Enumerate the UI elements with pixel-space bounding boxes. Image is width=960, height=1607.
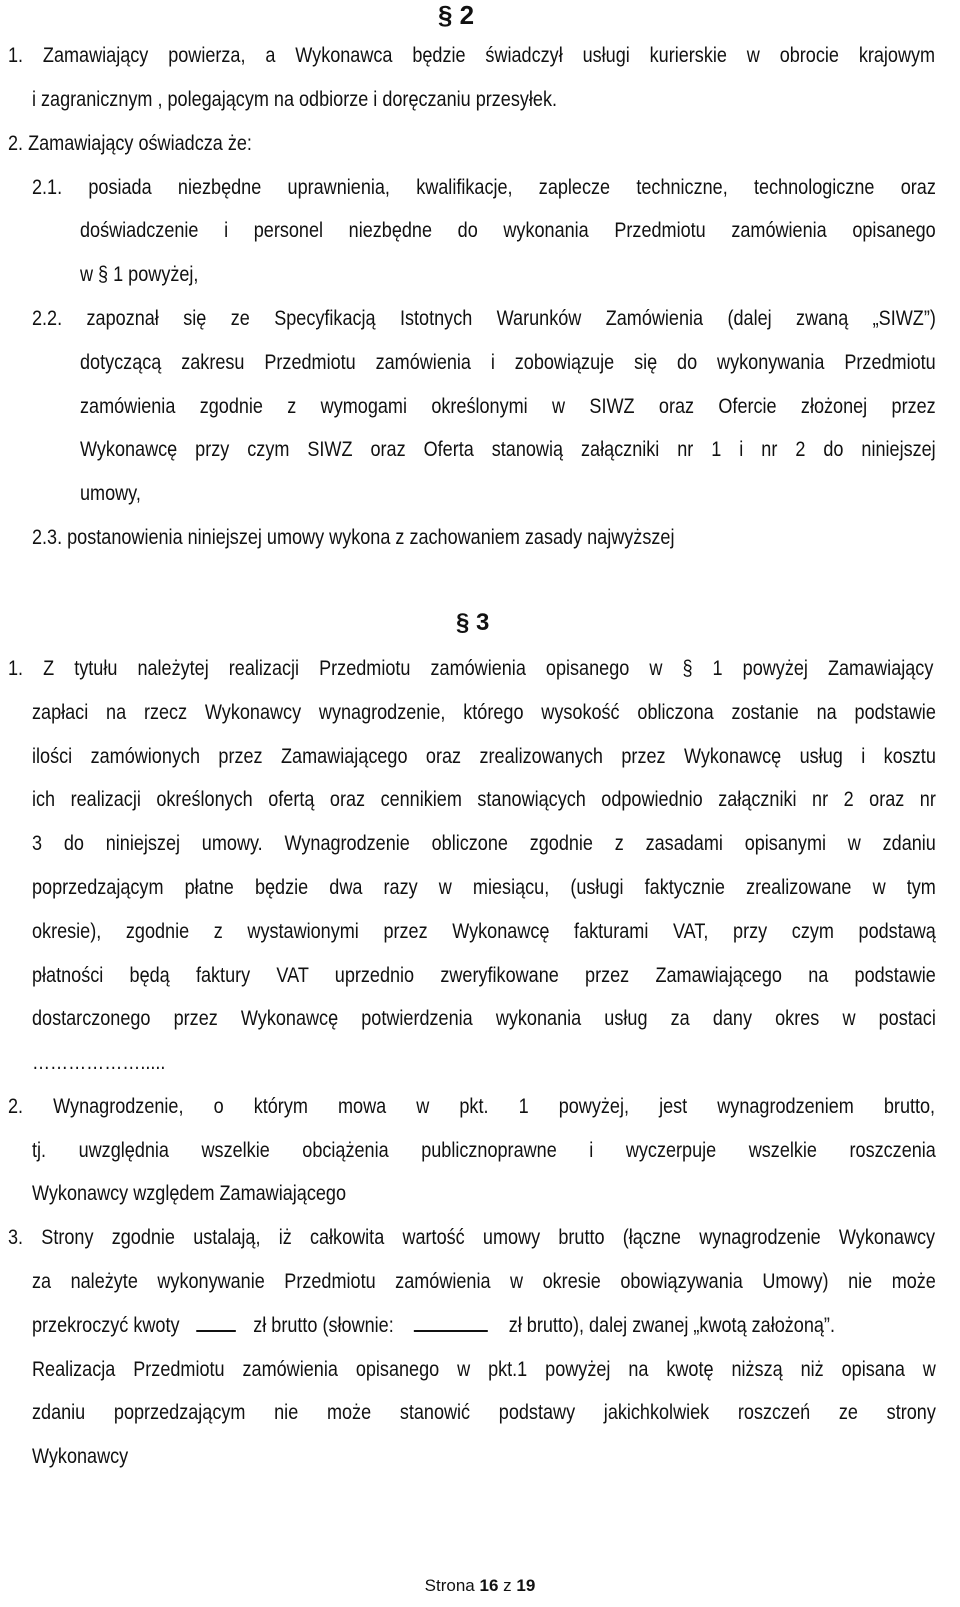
- page-footer: [0, 1575, 960, 1597]
- paragraph-line: dostarczonego przez Wykonawcę potwierdzenia wykonania usług za dany okres w postaci: [32, 1007, 936, 1030]
- section-heading: § 3: [456, 609, 490, 636]
- paragraph-line: za należyte wykonywanie Przedmiotu zamówienia w okresie obowiązywania Umowy) nie może: [32, 1270, 936, 1293]
- paragraph-line: ilości zamówionych przez Zamawiającego oraz zrealizowanych przez Wykonawcę usług i kosztu: [32, 745, 936, 768]
- paragraph-line: zapłaci na rzecz Wykonawcy wynagrodzenie, którego wysokość obliczona zostanie na podstawie: [32, 701, 936, 724]
- footer-separator: z: [503, 1576, 512, 1595]
- paragraph-line: okresie), zgodnie z wystawionymi przez Wykonawcę fakturami VAT, przy czym podstawą: [32, 920, 936, 943]
- paragraph-line: ich realizacji określonych ofertą oraz cennikiem stanowiących odpowiednio załączniki nr 2 oraz nr: [32, 788, 936, 811]
- paragraph-line: doświadczenie i personel niezbędne do wykonania Przedmiotu zamówienia opisanego: [80, 219, 936, 242]
- paragraph-line: Wykonawcy względem Zamawiającego: [32, 1182, 347, 1205]
- paragraph-line: dotyczącą zakresu Przedmiotu zamówienia i zobowiązuje się do wykonywania Przedmiotu: [80, 351, 936, 374]
- paragraph-line: 2.3. postanowienia niniejszej umowy wykona z zachowaniem zasady najwyższej: [32, 526, 675, 549]
- section-heading: § 2: [438, 0, 475, 30]
- paragraph-line: zamówienia zgodnie z wymogami określonymi w SIWZ oraz Ofercie złożonej przez: [80, 395, 936, 418]
- paragraph-line: 3. Strony zgodnie ustalają, iż całkowita wartość umowy brutto (łączne wynagrodzenie Wykonawcy: [8, 1226, 936, 1249]
- paragraph-line: 2. Zamawiający oświadcza że:: [8, 132, 252, 155]
- text-fragment: zł brutto (słownie:: [253, 1314, 394, 1337]
- paragraph-line-with-blanks: [32, 1312, 835, 1340]
- paragraph-line: Wykonawcy: [32, 1445, 129, 1468]
- paragraph-line: 1. Z tytułu należytej realizacji Przedmiotu zamówienia opisanego w § 1 powyżej Zamawiający: [8, 657, 934, 680]
- paragraph-line: poprzedzającym płatne będzie dwa razy w miesiącu, (usługi faktycznie zrealizowane w tym: [32, 876, 936, 899]
- paragraph-line: umowy,: [80, 482, 141, 505]
- paragraph-line: Realizacja Przedmiotu zamówienia opisanego w pkt.1 powyżej na kwotę niższą niż opisana w: [32, 1358, 936, 1381]
- footer-prefix: Strona: [424, 1576, 475, 1595]
- amount-blank: [197, 1312, 237, 1332]
- paragraph-line: 2. Wynagrodzenie, o którym mowa w pkt. 1 powyżej, jest wynagrodzeniem brutto,: [8, 1095, 936, 1118]
- paragraph-line: 2.1. posiada niezbędne uprawnienia, kwalifikacje, zaplecze techniczne, technologiczne oraz: [32, 176, 936, 199]
- paragraph-line: tj. uwzględnia wszelkie obciążenia publicznoprawne i wyczerpuje wszelkie roszczenia: [32, 1139, 936, 1162]
- paragraph-line: 3 do niniejszej umowy. Wynagrodzenie obliczone zgodnie z zasadami opisanymi w zdaniu: [32, 832, 936, 855]
- paragraph-line: Wykonawcę przy czym SIWZ oraz Oferta stanowią załączniki nr 1 i nr 2 do niniejszej: [80, 438, 936, 461]
- text-fragment: przekroczyć kwoty: [32, 1314, 180, 1337]
- paragraph-line: 1. Zamawiający powierza, a Wykonawca będzie świadczył usługi kurierskie w obrocie krajowym: [8, 44, 936, 67]
- paragraph-line: 2.2. zapoznał się ze Specyfikacją Istotnych Warunków Zamówienia (dalej zwaną „SIWZ”): [32, 307, 936, 330]
- footer-total-pages: 19: [516, 1576, 536, 1595]
- text-fragment: zł brutto), dalej zwanej „kwotą założoną”.: [508, 1314, 835, 1337]
- paragraph-line: ……………….....: [32, 1051, 166, 1074]
- amount-words-blank: [414, 1312, 488, 1332]
- footer-page-number: 16: [479, 1576, 499, 1595]
- paragraph-line: zdaniu poprzedzającym nie może stanowić podstawy jakichkolwiek roszczeń ze strony: [32, 1401, 936, 1424]
- paragraph-line: płatności będą faktury VAT uprzednio zweryfikowane przez Zamawiającego na podstawie: [32, 964, 936, 987]
- paragraph-line: w § 1 powyżej,: [80, 263, 199, 286]
- paragraph-line: i zagranicznym , polegającym na odbiorze i doręczaniu przesyłek.: [32, 88, 558, 111]
